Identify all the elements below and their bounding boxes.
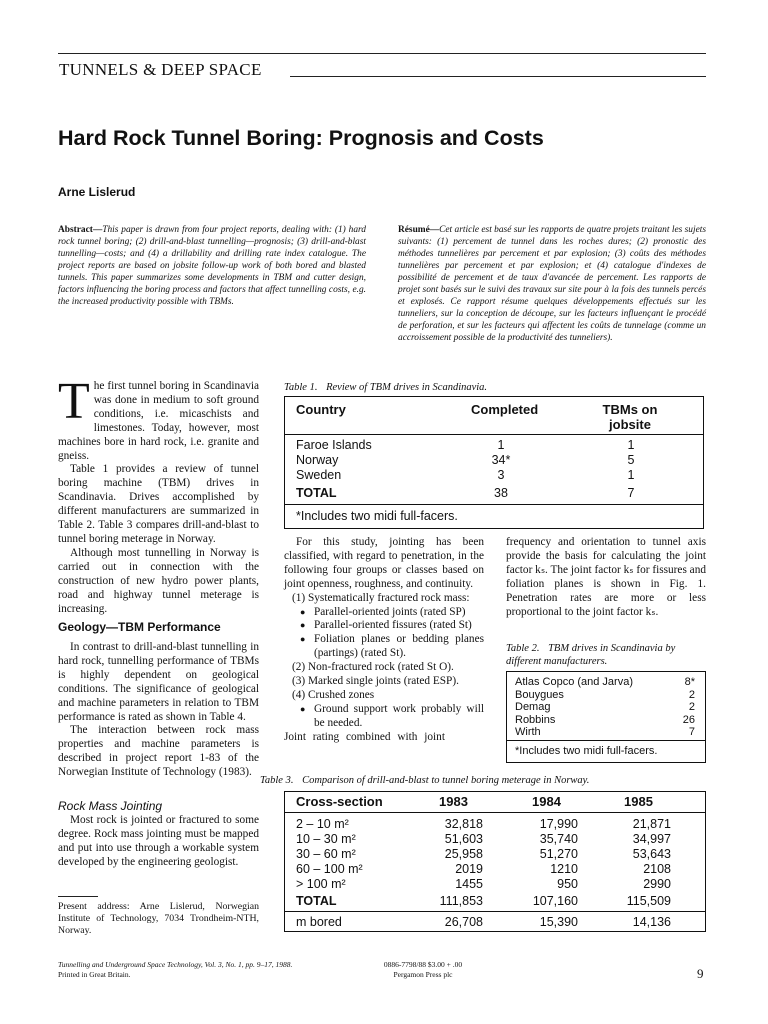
table3-caption [260, 775, 589, 786]
table3-caption-label: Table 3. [260, 775, 294, 786]
list-item: ● Foliation planes or bedding planes (partings) (rated St). [284, 633, 484, 661]
table3-header-cell: Cross-section [296, 794, 383, 809]
table3-cell: 30 – 60 m² [296, 847, 356, 861]
list-item: (3) Marked single joints (rated ESP). [292, 675, 459, 688]
table2-note-rule [507, 740, 705, 741]
table1-cell: Norway [296, 453, 339, 467]
geology-heading: Geology—TBM Performance [58, 620, 221, 634]
table3-cell: 15,390 [539, 915, 578, 929]
table1-cell: 34* [491, 453, 511, 467]
table3-cell: 2990 [643, 877, 671, 891]
intro-paragraph-2: Table 1 provides a review of tunnel boring machine (TBM) drives in Scandinavia. Drives accomplished by different manufacturers are summarized in Table 2. Table 3 compares drill-and-blast to tunnel boring meterage in Norway. [58, 463, 259, 545]
table3-cell: 10 – 30 m² [296, 832, 356, 846]
list-item: (4) Crushed zones [292, 688, 375, 701]
table2-caption-label: Table 2. [506, 643, 540, 654]
list-item: (2) Non-fractured rock (rated St O). [292, 661, 454, 674]
table1-header-tbms [585, 402, 675, 432]
list-item: ● Parallel-oriented fissures (rated St) [284, 619, 484, 633]
table1-note: *Includes two midi full-facers. [296, 509, 458, 523]
footer-code [368, 960, 478, 979]
list-item: ● Ground support work probably will be needed. [284, 703, 484, 731]
table1-caption [284, 382, 487, 393]
table3 [284, 791, 706, 932]
table2-caption-text: TBM drives in Scandinavia by different manufacturers. [506, 643, 676, 667]
jointing-section [58, 814, 259, 870]
table3-bored-row [285, 915, 705, 930]
table3-cell: 107,160 [532, 894, 578, 908]
footer-code-line2: Pergamon Press plc [393, 969, 453, 979]
table3-cell: 21,871 [632, 817, 671, 831]
table1-caption-text: Review of TBM drives in Scandinavia. [326, 382, 488, 393]
table3-cell: 51,603 [444, 832, 483, 846]
abstract-text: This paper is drawn from four project reports, dealing with: (1) hard rock tunnel boring; (2) drill-and-blast tunnelling—prognosis; (3) drill-and-blast tunnelling—costs; and (4) a drillability and drilling rate index catalogue. The project reports are based on jobsite follow-up work of both bored and blasted tunnels. This paper summarizes some developments in TBM and cutter design, factors influencing the boring process and factors that affect tunnelling costs, e.g. the increased productivity possible with TBMs. [58, 225, 366, 307]
bullet-list [284, 703, 484, 731]
intro-paragraph-3: Although most tunnelling in Norway is carried out in connection with the construction of new hydro power plants, road and highway tunnel meterage is increasing. [58, 546, 259, 615]
table2-cell: Atlas Copco (and Jarva) [515, 676, 633, 688]
resume-label: Résumé— [398, 225, 440, 235]
table1-row [296, 453, 703, 468]
footer-journal-line1: Tunnelling and Underground Space Technology, Vol. 3, No. 1, pp. 9–17, 1988. [58, 960, 293, 969]
table3-row [285, 817, 705, 832]
table3-cell: 32,818 [444, 817, 483, 831]
table3-total-rule [285, 911, 705, 912]
table2-row [515, 701, 695, 714]
table3-cell: 1455 [455, 877, 483, 891]
table3-header-row [285, 794, 705, 811]
table3-cell: 53,643 [632, 847, 671, 861]
table2-row [515, 689, 695, 702]
article-title: Hard Rock Tunnel Boring: Prognosis and Costs [58, 126, 544, 150]
footer-journal-line2: Printed in Great Britain. [58, 969, 131, 979]
jointing-paragraph-1: Most rock is jointed or fractured to some degree. Rock mass jointing must be mapped and put into use through a workable system developed by the engineering geologist. [58, 814, 259, 868]
table3-row [285, 877, 705, 892]
list-item: ● Parallel-oriented joints (rated SP) [284, 606, 484, 620]
table3-cell: 1210 [550, 862, 578, 876]
table1-header-rule [285, 434, 703, 435]
table3-cell: 950 [557, 877, 578, 891]
table1-cell: 1 [497, 438, 505, 452]
table1-cell: Sweden [296, 468, 342, 482]
jointing-heading: Rock Mass Jointing [58, 799, 163, 813]
page-number: 9 [697, 966, 704, 981]
table2-cell: 2 [688, 701, 695, 713]
middle-column [284, 536, 484, 745]
table3-header-cell: 1985 [624, 794, 653, 809]
table3-cell: 26,708 [444, 915, 483, 929]
table3-cell: 111,853 [439, 894, 483, 908]
geology-section [58, 641, 259, 780]
table2-cell: Demag [515, 701, 551, 713]
table3-cell: 14,136 [632, 915, 671, 929]
table1-cell: Faroe Islands [296, 438, 372, 452]
table3-row [285, 862, 705, 877]
table1-cell: 38 [494, 486, 508, 500]
table1-row [296, 468, 703, 483]
table1-cell: 1 [627, 438, 635, 452]
table3-cell: 2019 [455, 862, 483, 876]
list-item: (1) Systematically fractured rock mass: [292, 591, 470, 604]
resume [398, 224, 706, 344]
table3-header-cell: 1984 [532, 794, 561, 809]
table3-row [285, 832, 705, 847]
table1-header-tbms-line1: TBMs on [602, 402, 658, 417]
middle-paragraph-1: For this study, jointing has been classified, with regard to penetration, in the following four groups or classes based on joint openness, roughness, and continuity. [284, 536, 484, 590]
table2-cell: 7 [688, 726, 695, 738]
section-rule [290, 76, 706, 77]
table3-cell: 34,997 [632, 832, 671, 846]
left-column [58, 373, 259, 616]
table2-cell: Wirth [515, 726, 541, 738]
table3-header-cell: 1983 [439, 794, 468, 809]
table1-row [296, 438, 703, 453]
table3-cell: m bored [296, 915, 342, 929]
abstract [58, 224, 366, 308]
table3-cell: > 100 m² [296, 877, 346, 891]
table2-cell: Bouygues [515, 688, 564, 701]
table1 [284, 396, 704, 529]
table1-cell: 7 [627, 486, 635, 500]
table3-cell: 17,990 [539, 817, 578, 831]
section-header: TUNNELS & DEEP SPACE [59, 60, 262, 79]
table1-caption-label: Table 1. [284, 382, 318, 393]
author: Arne Lislerud [58, 185, 136, 199]
table3-cell: 51,270 [539, 847, 578, 861]
abstract-label: Abstract— [58, 225, 103, 235]
table3-cell: 25,958 [444, 847, 483, 861]
table3-cell: TOTAL [296, 894, 337, 908]
table2-row [515, 676, 695, 689]
table2-row [515, 714, 695, 727]
table1-header-completed: Completed [471, 402, 539, 417]
right-paragraph-1: frequency and orientation to tunnel axis provide the basis for calculating the joint factor kₛ. The joint factor kₛ for fissures and foliation planes is shown in Fig. 1. Penetration rates are more or less proportional to the joint factor kₛ. [506, 536, 706, 618]
table3-cell: 115,509 [626, 894, 671, 908]
table3-cell: 35,740 [539, 832, 578, 846]
present-address: Present address: Arne Lislerud, Norwegian Institute of Technology, 7034 Trondheim-NTH, Norway. [58, 901, 259, 936]
footer-code-line1: 0886-7798/88 $3.00 + .00 [383, 960, 463, 969]
table3-cell: 2 – 10 m² [296, 817, 349, 831]
address-rule [58, 896, 98, 897]
table1-total-row [296, 486, 703, 501]
table2-cell: 8* [684, 676, 695, 688]
right-column [506, 536, 706, 619]
table3-cell: 60 – 100 m² [296, 862, 363, 876]
table2-cell: 2 [688, 688, 695, 701]
table3-caption-text: Comparison of drill-and-blast to tunnel boring meterage in Norway. [302, 775, 590, 786]
bullet-list [284, 606, 484, 662]
dropcap: T [58, 373, 90, 430]
table3-header-rule [285, 812, 705, 813]
top-rule [58, 53, 706, 54]
table1-cell: 1 [627, 468, 635, 482]
table2-row [515, 726, 695, 739]
table3-row [285, 847, 705, 862]
table3-cell: 2108 [643, 862, 671, 876]
table2 [506, 671, 706, 763]
table1-cell: 3 [497, 468, 505, 482]
table1-cell: 5 [627, 453, 635, 467]
intro-paragraph-1: he first tunnel boring in Scandinavia was done in medium to soft ground conditions, i.e. micaschists and limestones. Today, however, most machines bore in hard rock, i.e. granite and gneiss. [58, 380, 259, 462]
table2-note: *Includes two midi full-facers. [515, 745, 658, 757]
table2-cell: 26 [682, 713, 695, 726]
geology-paragraph-2: The interaction between rock mass properties and machine parameters is described in project report 1-83 of the Norwegian Institute of Technology (1983). [58, 724, 259, 779]
resume-text: Cet article est basé sur les rapports de quatre projets traitant les sujets suivants: (1) percement de tunnel dans les roches dures; (2) pronostic des méthodes tunnelières par percement et par explosion; (3) coûts des méthodes tunnelières par percement et par explosion; et (4) catalogue d'indexes de possibilité de percement et de taux d'avancée de percement. Les rapports de projet sont basés sur le suivi des travaux sur site pour à la fois des tunnels percés et explosés. Ce rapport résume quelques développements effectués sur les tunneliers, sur la conception de découpe, sur les facteurs influençant le procédé de perforation, et sur les facteurs qui affectent les coûts de tunnelage (comme un accroissement possible de la productivité des tunneliers). [398, 225, 706, 343]
table1-header-tbms-line2: jobsite [609, 417, 651, 432]
table3-total-row [285, 894, 705, 909]
geology-paragraph-1: In contrast to drill-and-blast tunnelling in hard rock, tunnelling performance of TBMs is highly dependent on geological conditions. The significance of geological and machine parameters in relation to TBM performance is rated as shown in Table 4. [58, 641, 259, 723]
table2-cell: Robbins [515, 713, 556, 726]
table2-caption [506, 642, 706, 668]
middle-paragraph-end: Joint rating combined with joint [284, 730, 445, 743]
table1-note-rule [285, 504, 703, 505]
table1-cell: TOTAL [296, 486, 337, 500]
table1-header-country: Country [296, 402, 346, 417]
footer-journal [58, 960, 292, 979]
